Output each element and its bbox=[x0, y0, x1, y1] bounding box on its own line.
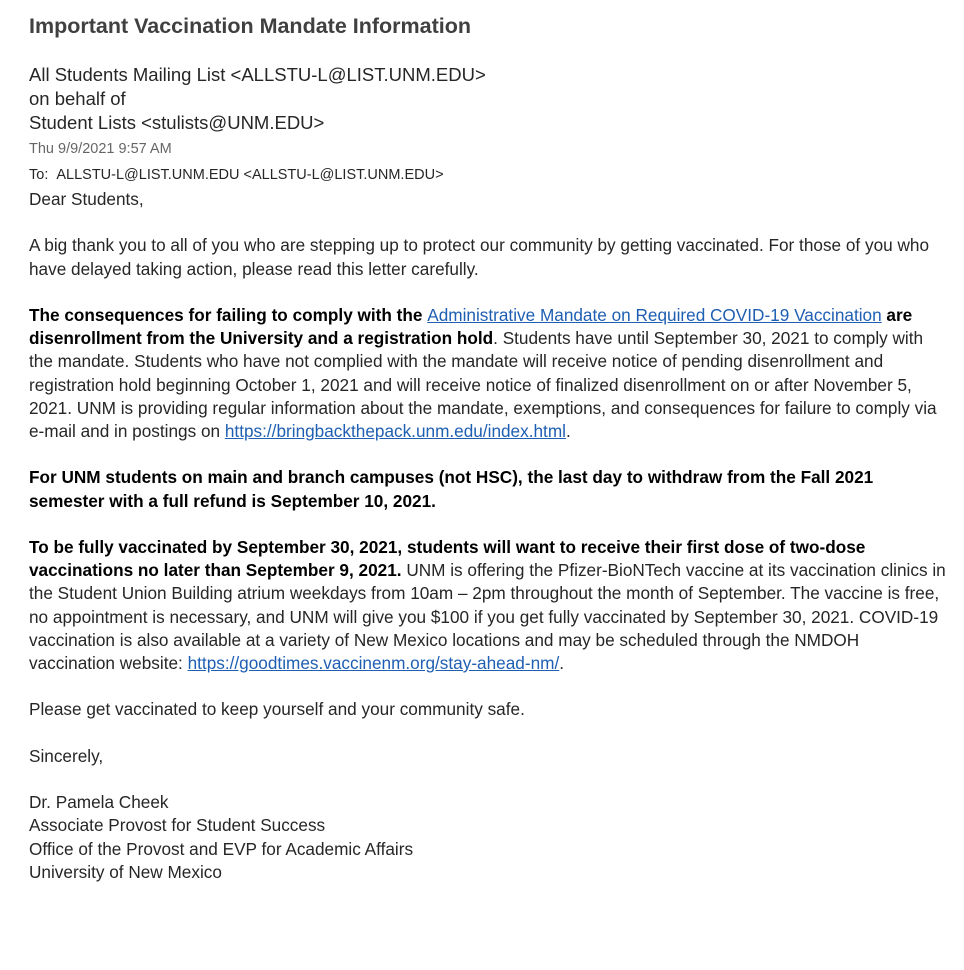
signature-office: Office of the Provost and EVP for Academic Affairs bbox=[29, 838, 414, 859]
consequences-bold-end: are disenrollment from the University and a registration hold bbox=[29, 304, 913, 349]
consequences-period: . bbox=[565, 421, 571, 441]
paragraph-thank-you: A big thank you to all of you who are stepping up to protect our community by getting vaccinated. For those of you who have delayed taking action, please read this letter carefully. bbox=[29, 235, 930, 279]
consequences-text: . Students have until September 30, 2021 to comply with the mandate. Students who have not complied with the mandate will receive notice of pending disenrollment and registration hold beginning October 1, 2021 and will receive notice of finalized disenrollment on or after November 5, 2021. UNM is providing regular information about the mandate, exemptions, and consequences for failure to comply via e-mail and in postings on bbox=[29, 328, 937, 441]
signature-block bbox=[29, 791, 949, 884]
signature-name: Dr. Pamela Cheek bbox=[29, 792, 169, 813]
paragraph-consequences bbox=[29, 304, 949, 443]
signature-university: University of New Mexico bbox=[29, 861, 222, 882]
mandate-link[interactable]: Administrative Mandate on Required COVID-19 Vaccination bbox=[427, 304, 882, 325]
paragraph-get-vaccinated: Please get vaccinated to keep yourself and your community safe. bbox=[29, 699, 525, 720]
greeting: Dear Students, bbox=[29, 189, 144, 209]
to-label: To: bbox=[29, 167, 49, 183]
paragraph-vaccination bbox=[29, 536, 949, 675]
email-message bbox=[29, 0, 949, 884]
closing: Sincerely, bbox=[29, 745, 104, 766]
email-recipients bbox=[29, 165, 949, 185]
vaccinenm-link[interactable]: https://goodtimes.vaccinenm.org/stay-ahead-nm/ bbox=[187, 653, 560, 673]
to-recipient[interactable]: ALLSTU-L@LIST.UNM.EDU <ALLSTU-L@LIST.UNM.EDU> bbox=[56, 167, 444, 183]
signature-title: Associate Provost for Student Success bbox=[29, 815, 326, 836]
paragraph-withdraw bbox=[29, 466, 949, 512]
vaccination-bold: To be fully vaccinated by September 30, 2021, students will want to receive their first dose of two-dose vaccinations no later than September 9, 2021. bbox=[29, 536, 866, 581]
email-sender[interactable] bbox=[29, 63, 949, 135]
email-body bbox=[29, 188, 949, 884]
vaccination-period: . bbox=[559, 653, 564, 673]
withdraw-bold: For UNM students on main and branch campuses (not HSC), the last day to withdraw from the Fall 2021 semester with a full refund is September 10, 2021. bbox=[29, 467, 874, 511]
email-date: Thu 9/9/2021 9:57 AM bbox=[29, 141, 172, 157]
bringbackthepack-link[interactable]: https://bringbackthepack.unm.edu/index.html bbox=[224, 421, 566, 441]
consequences-bold-start: The consequences for failing to comply with the bbox=[29, 304, 428, 325]
sender-on-behalf-of: on behalf of bbox=[29, 88, 126, 109]
vaccination-text: UNM is offering the Pfizer-BioNTech vaccine at its vaccination clinics in the Student Union Building atrium weekdays from 10am – 2pm throughout the month of September. The vaccine is free, no appointment is necessary, and UNM will give you $100 if you get fully vaccinated by September 30, 2021. COVID-19 vaccination is also available at a variety of New Mexico locations and may be scheduled through the NMDOH vaccination website: bbox=[29, 560, 946, 673]
sender-mailing-list[interactable]: All Students Mailing List <ALLSTU-L@LIST.UNM.EDU> bbox=[29, 64, 486, 85]
email-subject: Important Vaccination Mandate Information bbox=[29, 14, 471, 38]
sender-student-lists[interactable]: Student Lists <stulists@UNM.EDU> bbox=[29, 112, 325, 133]
